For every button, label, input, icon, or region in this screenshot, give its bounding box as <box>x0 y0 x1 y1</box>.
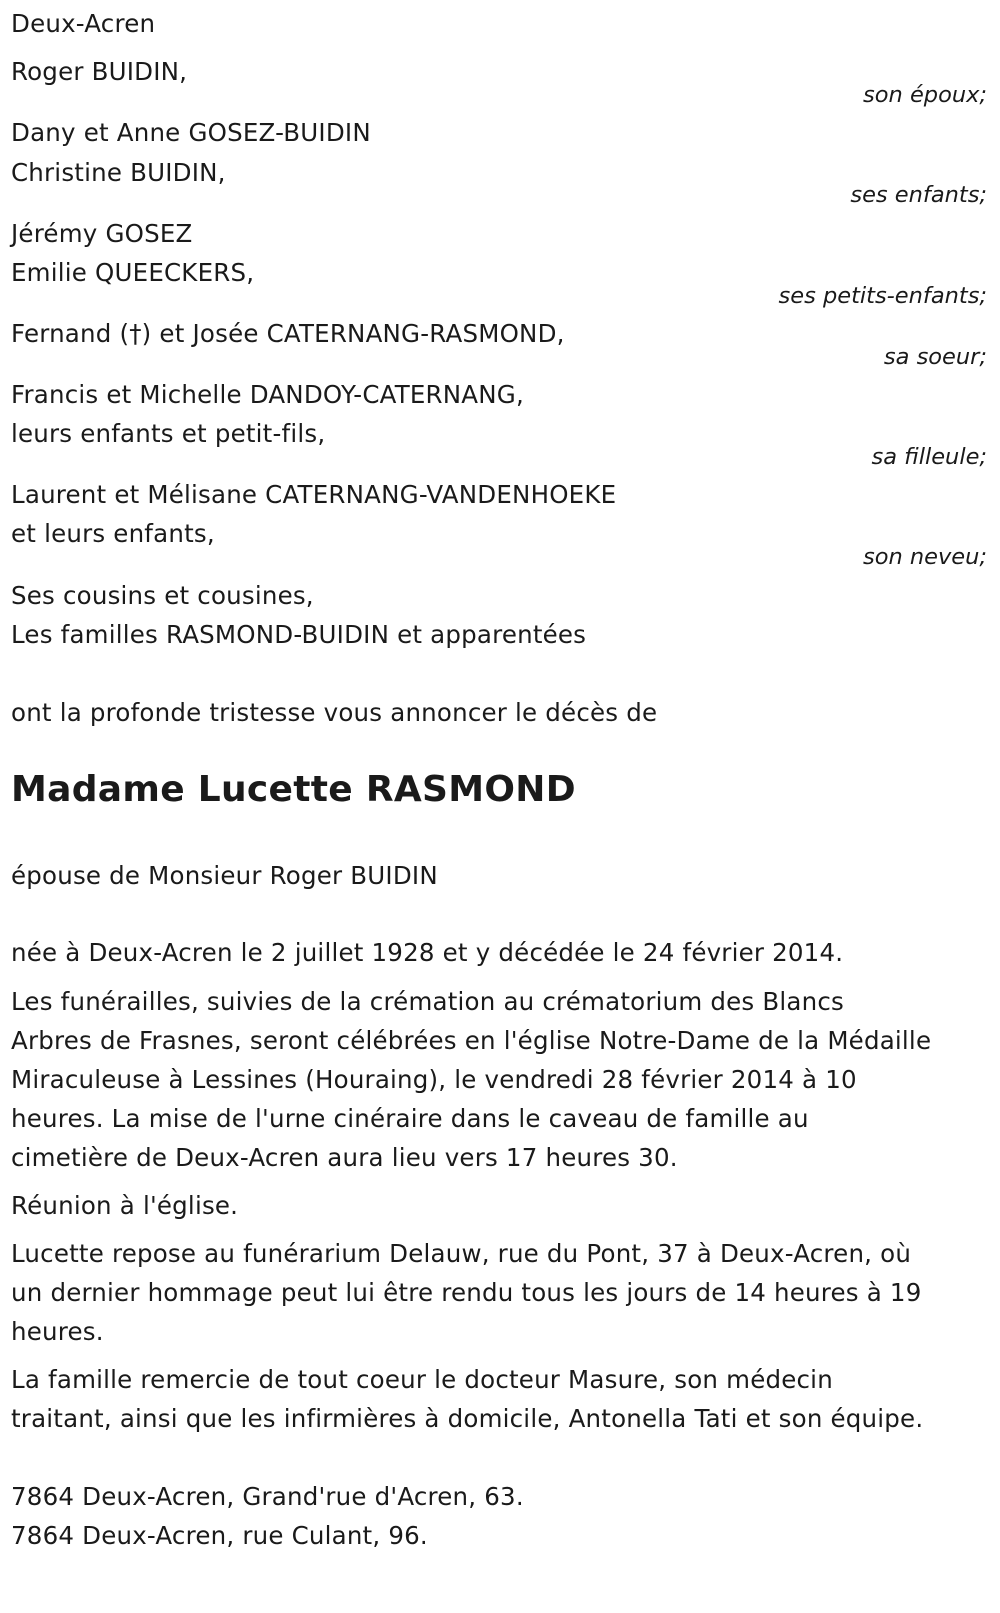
funerarium-paragraph-line: heures. <box>11 1317 104 1346</box>
family-line: Fernand (†) et Josée CATERNANG-RASMOND, <box>11 319 565 348</box>
spouse-line: épouse de Monsieur Roger BUIDIN <box>11 861 438 890</box>
family-line: Francis et Michelle DANDOY-CATERNANG, <box>11 380 524 409</box>
reunion-line: Réunion à l'église. <box>11 1191 239 1220</box>
family-role: son époux; <box>863 82 987 108</box>
funeral-paragraph-line: Les funérailles, suivies de la crémation au crématorium des Blancs <box>11 987 844 1016</box>
funeral-paragraph-line: heures. La mise de l'urne cinéraire dans le caveau de famille au <box>11 1104 809 1133</box>
announcement-text: ont la profonde tristesse vous annoncer le décès de <box>11 698 658 727</box>
funeral-paragraph-line: Miraculeuse à Lessines (Houraing), le vendredi 28 février 2014 à 10 <box>11 1065 857 1094</box>
deceased-name: Madame Lucette RASMOND <box>11 769 576 810</box>
address-line: 7864 Deux-Acren, rue Culant, 96. <box>11 1521 428 1550</box>
family-role: ses petits-enfants; <box>778 283 987 309</box>
family-line: Emilie QUEECKERS, <box>11 258 255 287</box>
birth-death-line: née à Deux-Acren le 2 juillet 1928 et y décédée le 24 février 2014. <box>11 938 844 967</box>
funeral-paragraph-line: cimetière de Deux-Acren aura lieu vers 17 heures 30. <box>11 1143 678 1172</box>
funerarium-paragraph-line: Lucette repose au funérarium Delauw, rue du Pont, 37 à Deux-Acren, où <box>11 1239 912 1268</box>
family-line: leurs enfants et petit-fils, <box>11 419 326 448</box>
family-line: Les familles RASMOND-BUIDIN et apparentées <box>11 620 587 649</box>
family-line: Dany et Anne GOSEZ-BUIDIN <box>11 118 371 147</box>
family-role: sa filleule; <box>871 444 987 470</box>
location-heading: Deux-Acren <box>11 9 156 38</box>
family-role: ses enfants; <box>850 182 987 208</box>
family-line: Christine BUIDIN, <box>11 158 226 187</box>
family-line: Ses cousins et cousines, <box>11 581 314 610</box>
address-line: 7864 Deux-Acren, Grand'rue d'Acren, 63. <box>11 1482 524 1511</box>
family-line: Roger BUIDIN, <box>11 57 188 86</box>
family-role: sa soeur; <box>883 344 987 370</box>
thanks-paragraph-line: traitant, ainsi que les infirmières à domicile, Antonella Tati et son équipe. <box>11 1404 924 1433</box>
family-line: Laurent et Mélisane CATERNANG-VANDENHOEKE <box>11 480 617 509</box>
family-line: Jérémy GOSEZ <box>11 219 193 248</box>
thanks-paragraph-line: La famille remercie de tout coeur le docteur Masure, son médecin <box>11 1365 833 1394</box>
funerarium-paragraph-line: un dernier hommage peut lui être rendu tous les jours de 14 heures à 19 <box>11 1278 922 1307</box>
family-line: et leurs enfants, <box>11 519 215 548</box>
funeral-paragraph-line: Arbres de Frasnes, seront célébrées en l'église Notre-Dame de la Médaille <box>11 1026 932 1055</box>
family-role: son neveu; <box>862 544 987 570</box>
